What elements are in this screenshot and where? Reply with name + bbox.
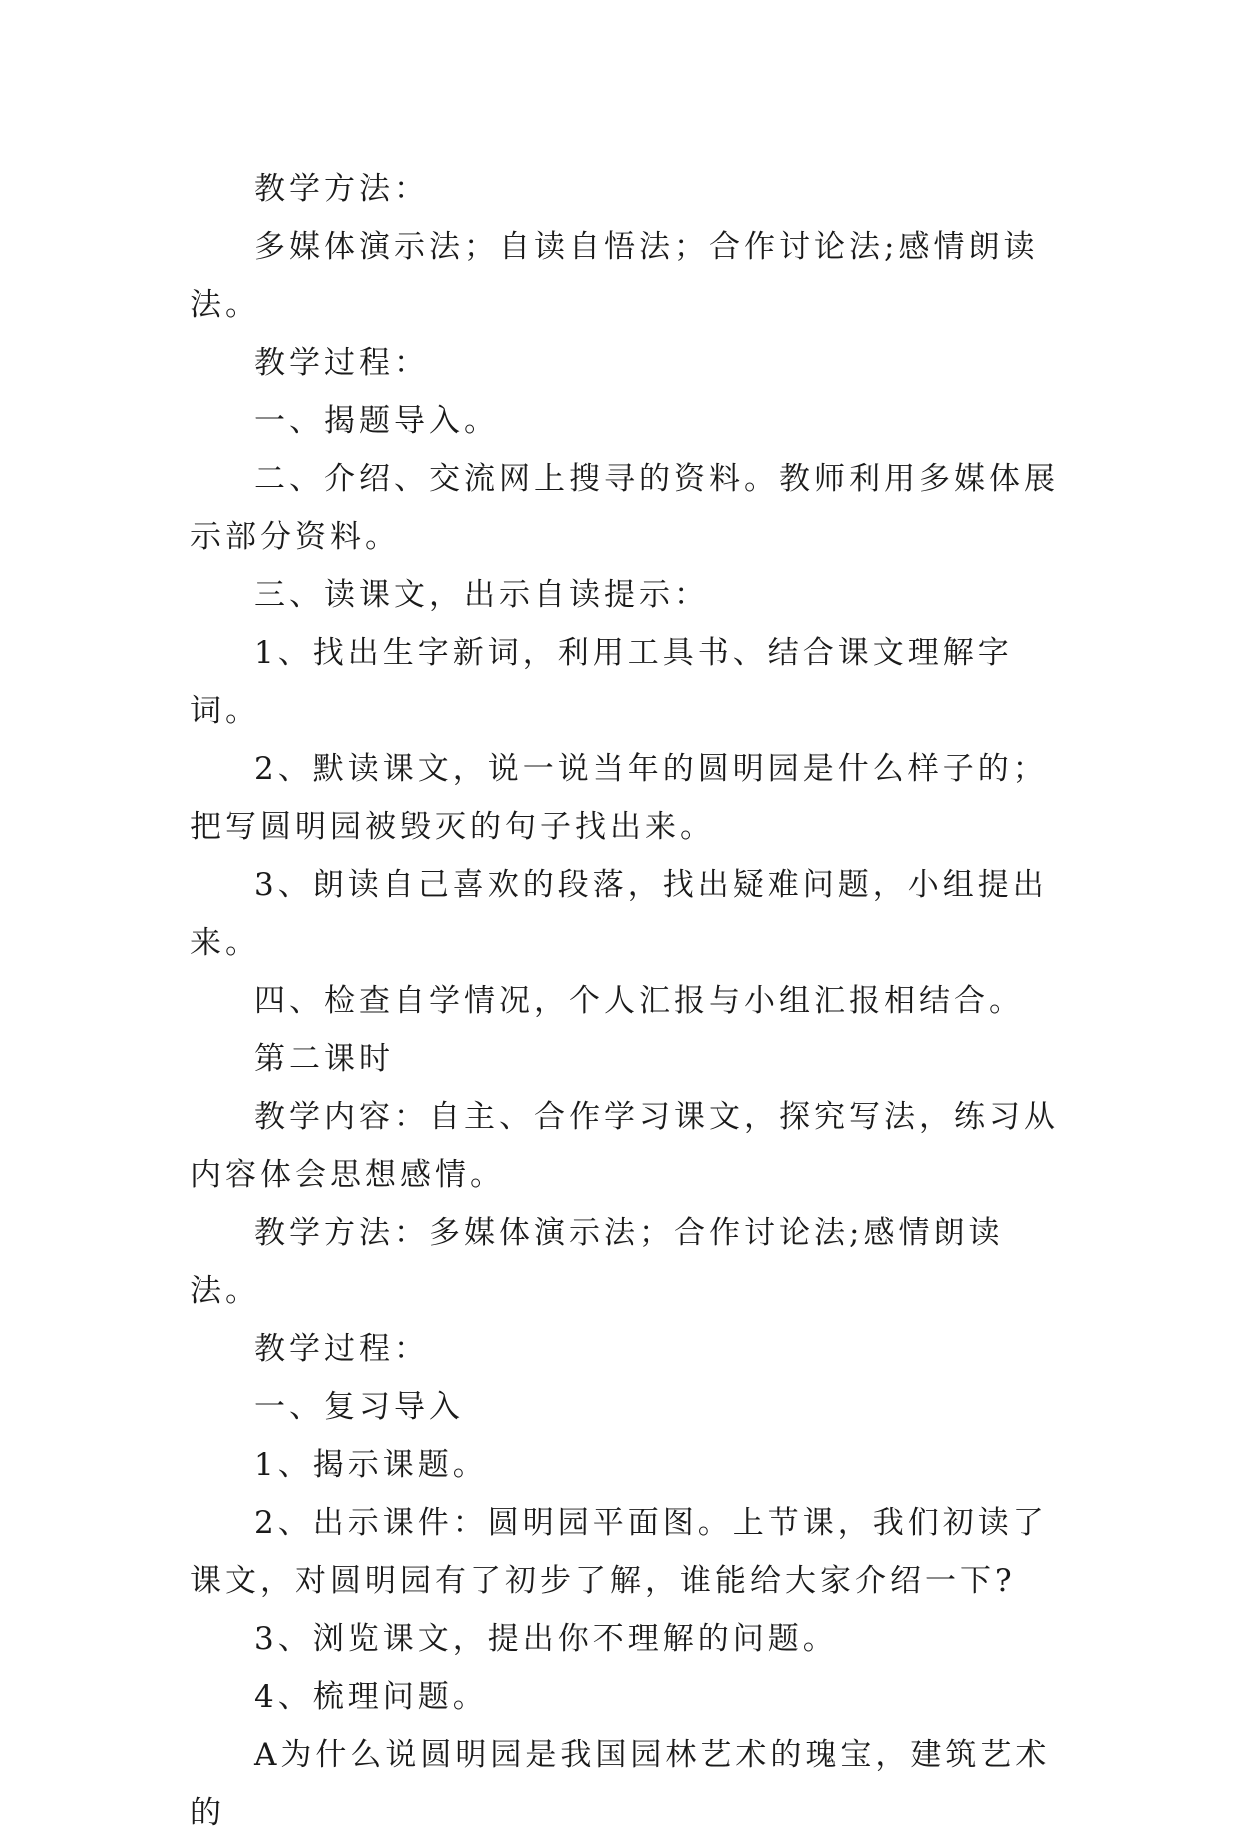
paragraph-teaching-method-2: 教学方法：多媒体演示法；合作讨论法;感情朗读法。 bbox=[190, 1215, 1004, 1309]
paragraph-teaching-method-list: 多媒体演示法；自读自悟法；合作讨论法;感情朗读法。 bbox=[190, 229, 1039, 323]
paragraph-step-one: 一、揭题导入。 bbox=[254, 403, 499, 439]
paragraph-substep-3: 3、朗读自己喜欢的段落，找出疑难问题，小组提出来。 bbox=[190, 867, 1048, 961]
paragraph-second-lesson-heading: 第二课时 bbox=[254, 1041, 394, 1077]
paragraph-teaching-process-heading: 教学过程： bbox=[254, 345, 429, 381]
paragraph-review-substep-4: 4、梳理问题。 bbox=[254, 1679, 488, 1715]
paragraph-review-substep-1: 1、揭示课题。 bbox=[254, 1447, 488, 1483]
paragraph-step-three: 三、读课文，出示自读提示： bbox=[254, 577, 709, 613]
paragraph-substep-1: 1、找出生字新词，利用工具书、结合课文理解字词。 bbox=[190, 635, 1013, 729]
document-body bbox=[190, 160, 1070, 1842]
paragraph-review-substep-3: 3、浏览课文，提出你不理解的问题。 bbox=[254, 1621, 838, 1657]
paragraph-teaching-process-heading-2: 教学过程： bbox=[254, 1331, 429, 1367]
paragraph-step-two: 二、介绍、交流网上搜寻的资料。教师利用多媒体展示部分资料。 bbox=[190, 461, 1059, 555]
paragraph-teaching-content: 教学内容：自主、合作学习课文，探究写法，练习从内容体会思想感情。 bbox=[190, 1099, 1059, 1193]
paragraph-review-intro: 一、复习导入 bbox=[254, 1389, 464, 1425]
paragraph-review-substep-2: 2、出示课件：圆明园平面图。上节课，我们初读了课文，对圆明园有了初步了解，谁能给大家介绍一下? bbox=[190, 1505, 1048, 1599]
paragraph-step-four: 四、检查自学情况，个人汇报与小组汇报相结合。 bbox=[254, 983, 1024, 1019]
paragraph-teaching-method-heading: 教学方法： bbox=[254, 171, 429, 207]
paragraph-substep-2: 2、默读课文，说一说当年的圆明园是什么样子的；把写圆明园被毁灭的句子找出来。 bbox=[190, 751, 1048, 845]
paragraph-question-a: A为什么说圆明园是我国园林艺术的瑰宝，建筑艺术的 bbox=[190, 1737, 1051, 1831]
